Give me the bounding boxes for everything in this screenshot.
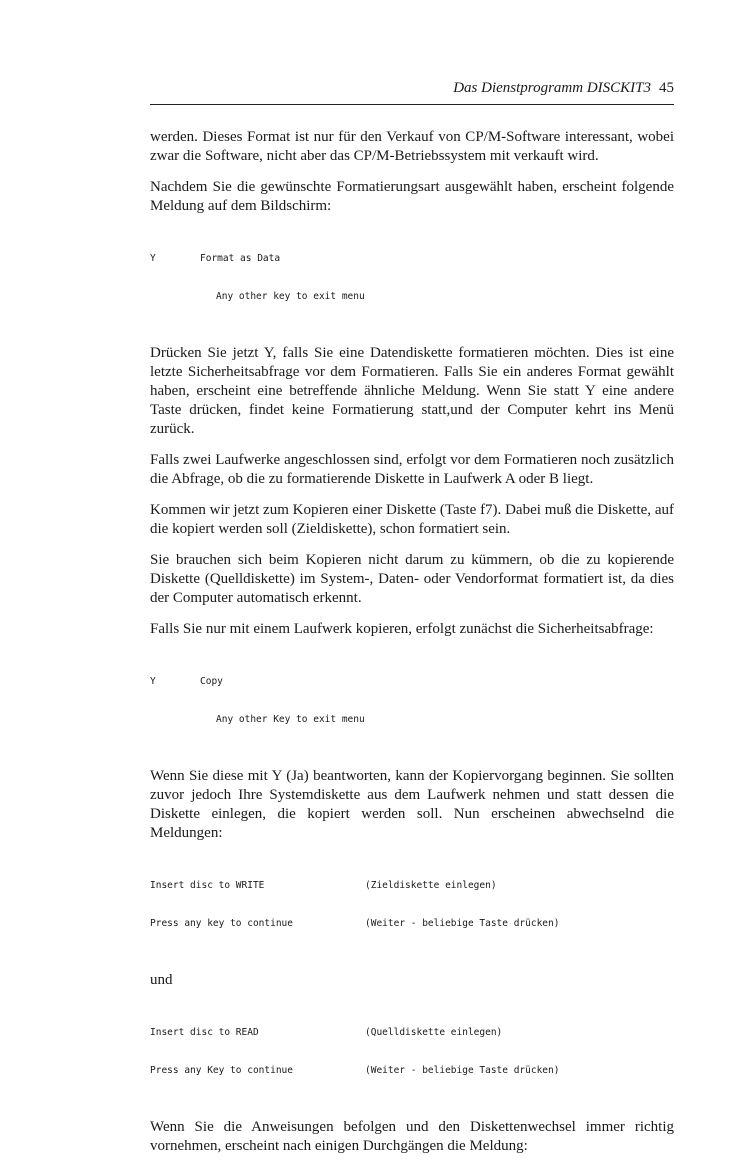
code-comment: (Zieldiskette einlegen) [365, 880, 497, 891]
code-comment: (Weiter - beliebige Taste drücken) [365, 1064, 560, 1076]
paragraph: Wenn Sie diese mit Y (Ja) beantworten, kann der Kopiervorgang beginnen. Sie sollten zuvor jedoch Ihre Systemdiskette aus dem Laufwerk nehmen und statt dessen die Diskette einlegen, die kopiert werden soll. Nun erscheinen abwechselnd die Meldungen: [150, 768, 674, 841]
code-key: Y [150, 676, 156, 687]
paragraph: Kommen wir jetzt zum Kopieren einer Diskette (Taste f7). Dabei muß die Diskette, auf die kopiert werden soll (Zieldiskette), schon formatiert sein. [150, 502, 674, 537]
code-line: Copy [200, 676, 223, 687]
code-key: Y [150, 253, 156, 264]
code-comment: (Weiter - beliebige Taste drücken) [365, 917, 560, 929]
paragraph: werden. Dieses Format ist nur für den Verkauf von CP/M-Software interessant, wobei zwar die Software, nicht aber das CP/M-Betriebssystem mit verkauft wird. [150, 129, 674, 164]
paragraph: Nachdem Sie die gewünschte Formatierungsart ausgewählt haben, erscheint folgende Meldung auf dem Bildschirm: [150, 179, 674, 214]
header-rule [150, 104, 674, 105]
code-line: Insert disc to WRITE [150, 880, 265, 891]
code-line: Any other Key to exit menu [216, 713, 365, 725]
page-number: 45 [659, 80, 674, 96]
code-comment: (Quelldiskette einlegen) [365, 1027, 503, 1038]
code-line: Press any Key to continue [150, 1064, 293, 1076]
paragraph: Falls zwei Laufwerke angeschlossen sind, erfolgt vor dem Formatieren noch zusätzlich die Abfrage, ob die zu formatierende Diskette in Laufwerk A oder B liegt. [150, 452, 674, 487]
paragraph: Drücken Sie jetzt Y, falls Sie eine Datendiskette formatieren möchten. Dies ist eine letzte Sicherheitsabfrage vor dem Formatieren. Falls Sie ein anderes Format gewählt haben, erscheint eine betreffende ähnliche Meldung. Wenn Sie statt Y eine andere Taste drücken, findet keine Formatierung statt,und der Computer kehrt ins Menü zurück. [150, 345, 674, 437]
code-line: Format as Data [200, 253, 281, 264]
screen-message-copy [150, 651, 674, 751]
paragraph: Sie brauchen sich beim Kopieren nicht darum zu kümmern, ob die zu kopierende Diskette (Quelldiskette) im System-, Daten- oder Vendorformat formatiert ist, da dies der Computer automatisch erkennt. [150, 552, 674, 606]
code-line: Press any key to continue [150, 917, 293, 929]
screen-message-read [150, 1002, 674, 1102]
code-line: Insert disc to READ [150, 1027, 259, 1038]
code-line: Any other key to exit menu [216, 290, 365, 302]
body-text [150, 128, 674, 1168]
paragraph: Falls Sie nur mit einem Laufwerk kopieren, erfolgt zunächst die Sicherheitsabfrage: [150, 621, 654, 637]
paragraph: Wenn Sie die Anweisungen befolgen und den Diskettenwechsel immer richtig vornehmen, erscheint nach einigen Durchgängen die Meldung: [150, 1119, 674, 1154]
running-header [150, 80, 674, 97]
screen-message-write [150, 855, 674, 955]
connector-word: und [150, 972, 173, 988]
chapter-title: Das Dienstprogramm DISCKIT3 [453, 80, 651, 96]
screen-message-format [150, 228, 674, 328]
